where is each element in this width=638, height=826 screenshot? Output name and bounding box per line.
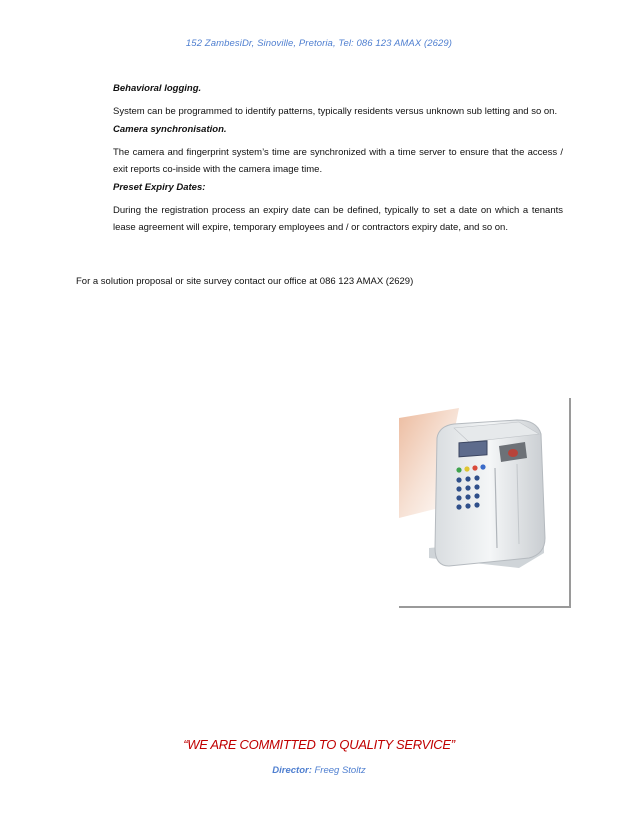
- director-name: Freeg Stoltz: [314, 765, 366, 776]
- director-line: [0, 765, 638, 776]
- section-heading: Behavioral logging.: [113, 83, 202, 94]
- section-text: The camera and fingerprint system’s time are synchronized with a time server to ensure that the access / exit reports co-inside with the camera image time.: [113, 147, 563, 175]
- section-heading: Camera synchronisation.: [113, 124, 227, 135]
- header-address: 152 ZambesiDr, Sinoville, Pretoria, Tel: 086 123 AMAX (2629): [185, 38, 453, 49]
- company-motto: “WE ARE COMMITTED TO QUALITY SERVICE”: [183, 737, 455, 752]
- section-preset-expiry: [113, 179, 563, 236]
- section-behavioral-logging: [113, 80, 563, 120]
- director-label: Director:: [272, 765, 312, 776]
- contact-line: For a solution proposal or site survey contact our office at 086 123 AMAX (2629): [76, 276, 414, 287]
- section-heading: Preset Expiry Dates:: [113, 182, 206, 193]
- fingerprint-terminal-icon: [399, 398, 569, 606]
- section-camera-sync: [113, 121, 563, 178]
- product-photo: [399, 398, 571, 608]
- section-text: System can be programmed to identify patterns, typically residents versus unknown sub letting and so on.: [113, 106, 558, 117]
- section-text: During the registration process an expiry date can be defined, typically to set a date on which a tenants lease agreement will expire, temporary employees and / or contractors expiry date, and so on.: [113, 205, 563, 233]
